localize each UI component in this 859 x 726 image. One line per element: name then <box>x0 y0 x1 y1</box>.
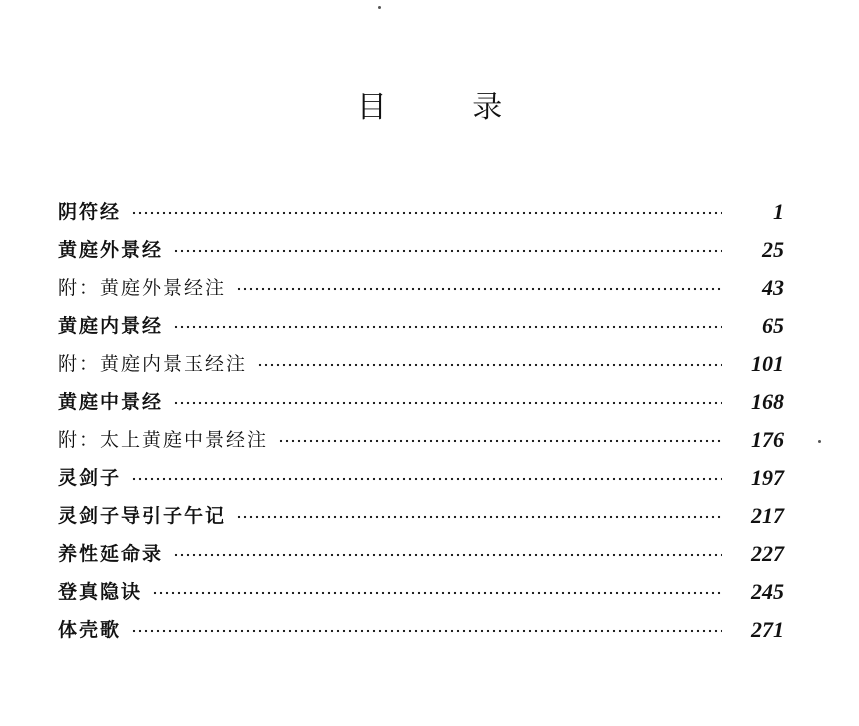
scan-speck <box>378 6 381 9</box>
toc-entry-title: 黄庭中景经 <box>58 391 164 413</box>
toc-entry-title: 附：黄庭外景经注 <box>58 277 227 299</box>
toc-entry-title: 登真隐诀 <box>58 581 143 603</box>
dot-leader <box>131 474 722 484</box>
toc-entry-page: 217 <box>751 503 784 528</box>
toc-entry-title: 灵剑子 <box>58 467 122 489</box>
toc-entry-zhongjing-notes[interactable] <box>58 416 784 454</box>
dot-leader <box>257 360 722 370</box>
toc-entry-lingjianzi-daoyin[interactable] <box>58 492 784 530</box>
toc-entry-huangting-zhongjing[interactable] <box>58 378 784 416</box>
toc-entry-page: 176 <box>751 427 784 452</box>
page-title: 目 录 <box>356 90 541 126</box>
dot-leader <box>278 436 722 446</box>
toc-entry-page: 1 <box>773 199 784 224</box>
toc-entry-title: 附：太上黄庭中景经注 <box>58 429 269 451</box>
toc-entry-title: 体壳歌 <box>58 619 122 641</box>
dot-leader <box>173 246 722 256</box>
toc-entry-dengzhen-yinjue[interactable] <box>58 568 784 606</box>
dot-leader <box>131 626 722 636</box>
toc-entry-title: 黄庭内景经 <box>58 315 164 337</box>
dot-leader <box>236 512 722 522</box>
toc-entry-yangxing-yanming[interactable] <box>58 530 784 568</box>
toc-entry-lingjianzi[interactable] <box>58 454 784 492</box>
toc-entry-tiqiao-ge[interactable] <box>58 606 784 644</box>
toc-entry-title: 灵剑子导引子午记 <box>58 505 227 527</box>
toc-entry-page: 101 <box>751 351 784 376</box>
toc-entry-page: 271 <box>751 617 784 642</box>
toc-entry-page: 245 <box>751 579 784 604</box>
dot-leader <box>152 588 722 598</box>
toc-entry-page: 197 <box>751 465 784 490</box>
toc-entry-page: 25 <box>762 237 784 262</box>
toc-entry-page: 65 <box>762 313 784 338</box>
toc-entry-page: 227 <box>751 541 784 566</box>
dot-leader <box>173 322 722 332</box>
toc-entry-title: 养性延命录 <box>58 543 164 565</box>
toc-entry-title: 黄庭外景经 <box>58 239 164 261</box>
dot-leader <box>173 398 722 408</box>
toc-entry-huangting-waijing[interactable] <box>58 226 784 264</box>
dot-leader <box>236 284 722 294</box>
scan-speck <box>818 440 821 443</box>
toc-entry-yinfujing[interactable] <box>58 188 784 226</box>
toc-entry-title: 阴符经 <box>58 201 122 223</box>
toc-entry-page: 168 <box>751 389 784 414</box>
toc-entry-neijing-notes[interactable] <box>58 340 784 378</box>
toc-entry-waijing-notes[interactable] <box>58 264 784 302</box>
toc-entry-title: 附：黄庭内景玉经注 <box>58 353 248 375</box>
toc-entry-huangting-neijing[interactable] <box>58 302 784 340</box>
dot-leader <box>173 550 722 560</box>
toc-entry-page: 43 <box>762 275 784 300</box>
dot-leader <box>131 208 722 218</box>
table-of-contents <box>58 188 784 644</box>
